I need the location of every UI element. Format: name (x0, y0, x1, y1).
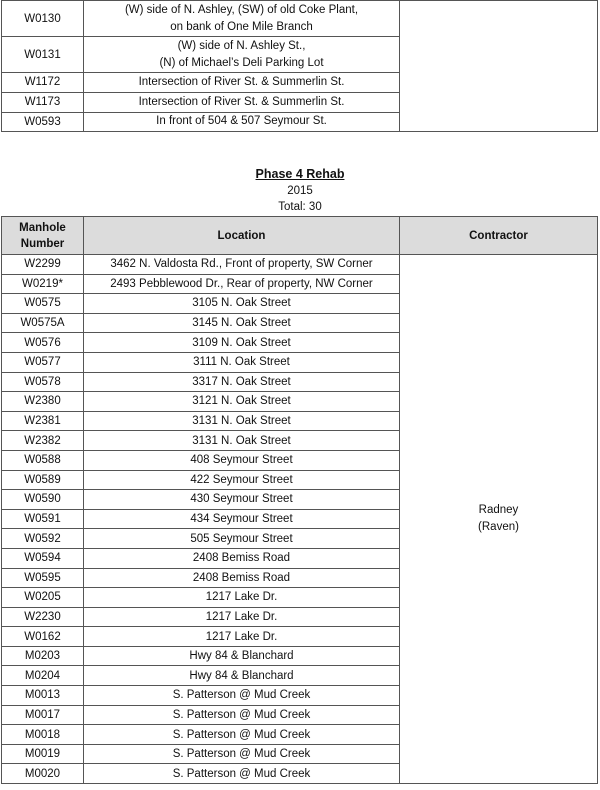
location-cell: 2493 Pebblewood Dr., Rear of property, NW Corner (84, 274, 400, 294)
manhole-number-cell: W0588 (2, 450, 84, 470)
location-line: on bank of One Mile Branch (170, 20, 313, 33)
location-cell: 3317 N. Oak Street (84, 372, 400, 392)
location-cell: Hwy 84 & Blanchard (84, 666, 400, 686)
manhole-number-cell: W2299 (2, 255, 84, 275)
location-cell: 505 Seymour Street (84, 529, 400, 549)
manhole-number-cell: W0595 (2, 568, 84, 588)
contractor-cell (400, 255, 598, 784)
manhole-number-cell: W0591 (2, 509, 84, 529)
location-cell: 1217 Lake Dr. (84, 588, 400, 608)
location-cell: 3121 N. Oak Street (84, 392, 400, 412)
manhole-number-cell: W0575 (2, 294, 84, 314)
location-cell: S. Patterson @ Mud Creek (84, 764, 400, 784)
phase-title: Phase 4 Rehab (255, 167, 345, 181)
manhole-number-cell: W1173 (2, 92, 84, 112)
header-row (2, 217, 598, 255)
manhole-number-cell: W0130 (2, 1, 84, 37)
location-cell: 422 Seymour Street (84, 470, 400, 490)
location-cell: Hwy 84 & Blanchard (84, 646, 400, 666)
contractor-subname: (Raven) (478, 521, 519, 534)
manhole-number-cell: M0203 (2, 646, 84, 666)
manhole-number-cell: W0577 (2, 352, 84, 372)
location-line: (W) side of N. Ashley St., (177, 39, 306, 52)
manhole-number-cell: W0590 (2, 490, 84, 510)
location-cell: 3109 N. Oak Street (84, 333, 400, 353)
header-manhole-number: Manhole Number (2, 217, 84, 255)
location-cell: 3131 N. Oak Street (84, 411, 400, 431)
manhole-number-cell: M0019 (2, 744, 84, 764)
manhole-number-cell: W1172 (2, 73, 84, 93)
manhole-number-cell: W0219* (2, 274, 84, 294)
table-row (2, 1, 598, 37)
manhole-number-cell: W0593 (2, 112, 84, 132)
location-cell: S. Patterson @ Mud Creek (84, 744, 400, 764)
manhole-number-cell: W0576 (2, 333, 84, 353)
manhole-number-cell: W0205 (2, 588, 84, 608)
manhole-number-cell: M0020 (2, 764, 84, 784)
header-contractor: Contractor (400, 217, 598, 255)
manhole-number-cell: M0204 (2, 666, 84, 686)
location-cell: S. Patterson @ Mud Creek (84, 705, 400, 725)
manhole-number-cell: W0578 (2, 372, 84, 392)
manhole-number-cell: W0594 (2, 548, 84, 568)
location-cell (84, 37, 400, 73)
manhole-number-cell: W2380 (2, 392, 84, 412)
header-location: Location (84, 217, 400, 255)
location-cell: 1217 Lake Dr. (84, 607, 400, 627)
location-cell (84, 92, 400, 112)
location-cell: 2408 Bemiss Road (84, 568, 400, 588)
location-cell: 3462 N. Valdosta Rd., Front of property, SW Corner (84, 255, 400, 275)
manhole-number-cell: M0017 (2, 705, 84, 725)
location-line: In front of 504 & 507 Seymour St. (156, 115, 327, 128)
manhole-number-cell: W2382 (2, 431, 84, 451)
phase-total: Total: 30 (278, 201, 322, 213)
location-line: Intersection of River St. & Summerlin St. (138, 75, 345, 88)
contractor-name: Radney (478, 504, 519, 517)
location-cell: 408 Seymour Street (84, 450, 400, 470)
manhole-number-cell: M0018 (2, 725, 84, 745)
location-cell: 430 Seymour Street (84, 490, 400, 510)
manhole-number-cell: W0162 (2, 627, 84, 647)
location-cell (84, 112, 400, 132)
location-cell: S. Patterson @ Mud Creek (84, 686, 400, 706)
manhole-number-cell: M0013 (2, 686, 84, 706)
manhole-number-cell: W0575A (2, 313, 84, 333)
contractor-cell (400, 1, 598, 132)
manhole-number-cell: W0131 (2, 37, 84, 73)
manhole-number-cell: W2381 (2, 411, 84, 431)
location-line: (N) of Michael’s Deli Parking Lot (159, 56, 324, 69)
location-cell: 3111 N. Oak Street (84, 352, 400, 372)
location-cell: 1217 Lake Dr. (84, 627, 400, 647)
location-cell: S. Patterson @ Mud Creek (84, 725, 400, 745)
previous-phase-table (1, 0, 598, 132)
location-cell: 2408 Bemiss Road (84, 548, 400, 568)
phase-4-table (1, 216, 598, 784)
manhole-number-cell: W0592 (2, 529, 84, 549)
phase-heading (0, 166, 600, 216)
location-cell (84, 73, 400, 93)
table-row (2, 255, 598, 275)
location-cell (84, 1, 400, 37)
location-cell: 3131 N. Oak Street (84, 431, 400, 451)
location-line: Intersection of River St. & Summerlin St. (138, 95, 345, 108)
phase-year: 2015 (287, 184, 313, 197)
location-cell: 3105 N. Oak Street (84, 294, 400, 314)
location-line: (W) side of N. Ashley, (SW) of old Coke Plant, (124, 3, 359, 16)
manhole-number-cell: W2230 (2, 607, 84, 627)
location-cell: 3145 N. Oak Street (84, 313, 400, 333)
manhole-number-cell: W0589 (2, 470, 84, 490)
location-cell: 434 Seymour Street (84, 509, 400, 529)
